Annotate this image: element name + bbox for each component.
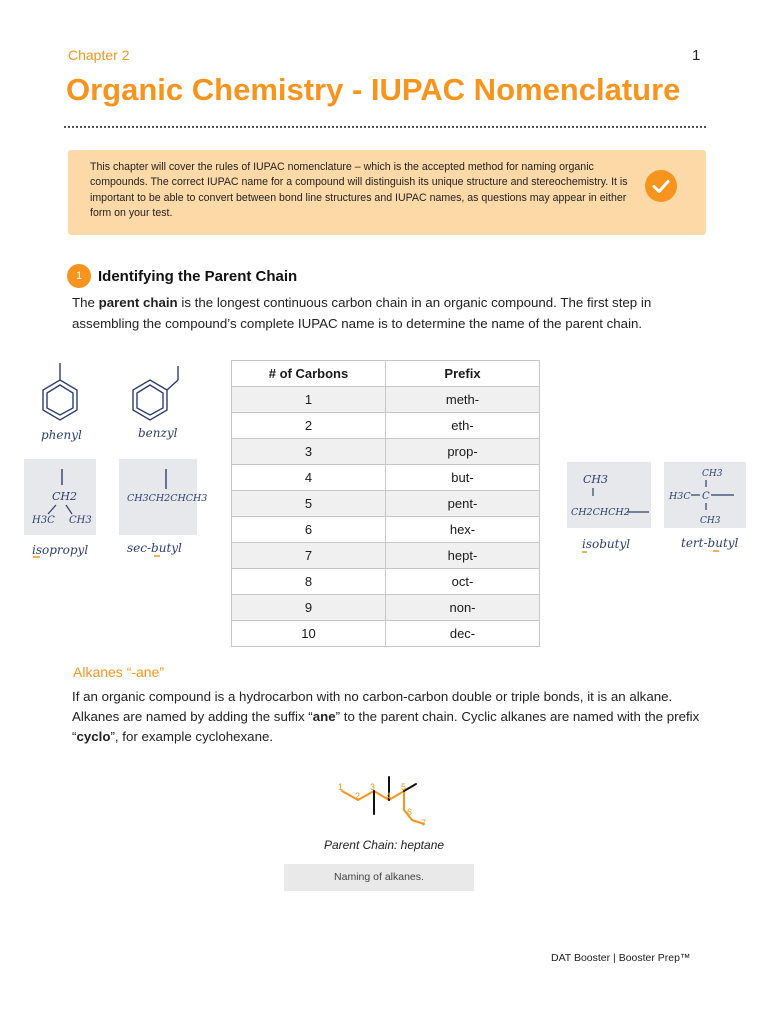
isobutyl-ch3: CH3	[583, 473, 609, 486]
tert-butyl-box	[664, 462, 746, 528]
phenyl-label: phenyl	[41, 428, 82, 442]
carbon-count: 7	[232, 543, 386, 569]
ane-term: ane	[312, 709, 336, 724]
sec-butyl-box	[119, 459, 208, 535]
phenyl-benzyl-labels	[35, 424, 195, 446]
sec-butyl-formula: CH3CH2CHCH3	[127, 493, 208, 504]
prefix-table	[231, 360, 540, 647]
figure-caption: Naming of alkanes.	[284, 864, 474, 891]
table-row	[232, 543, 540, 569]
prefix-value: prop-	[386, 439, 540, 465]
isopropyl-ch2: CH2	[52, 490, 78, 503]
header-prefix: Prefix	[386, 361, 540, 387]
page-number: 1	[692, 47, 701, 64]
prefix-value: but-	[386, 465, 540, 491]
isobutyl-tertbutyl-labels	[576, 534, 756, 556]
table-row	[232, 517, 540, 543]
page-title: Organic Chemistry - IUPAC Nomenclature	[66, 72, 681, 107]
tert-butyl-ch3-top: CH3	[702, 469, 723, 479]
prefix-value: dec-	[386, 621, 540, 647]
carbon-count: 3	[232, 439, 386, 465]
alkanes-subheading: Alkanes “-ane”	[73, 664, 165, 680]
prefix-value: eth-	[386, 413, 540, 439]
carbon-count: 1	[232, 387, 386, 413]
chain-number: 5	[401, 782, 407, 792]
table-row	[232, 595, 540, 621]
prefix-value: hept-	[386, 543, 540, 569]
isopropyl-secbutyl-labels	[30, 540, 200, 562]
benzyl-structure	[133, 366, 178, 420]
tert-butyl-c: C	[702, 491, 710, 502]
phenyl-structure	[43, 363, 77, 420]
heptane-caption: Parent Chain: heptane	[323, 838, 445, 852]
table-row	[232, 439, 540, 465]
table-header-row	[232, 361, 540, 387]
table-row	[232, 413, 540, 439]
sec-butyl-label: sec-butyl	[127, 541, 182, 555]
section-title: Identifying the Parent Chain	[98, 268, 298, 285]
carbon-count: 10	[232, 621, 386, 647]
prefix-value: oct-	[386, 569, 540, 595]
tert-butyl-label: tert-butyl	[681, 536, 739, 550]
chain-number: 2	[355, 791, 361, 801]
benzyl-label: benzyl	[138, 426, 178, 440]
carbon-count: 6	[232, 517, 386, 543]
isobutyl-label: isobutyl	[582, 537, 631, 551]
chain-number: 7	[421, 818, 427, 828]
isopropyl-label: isopropyl	[32, 543, 89, 557]
carbon-count: 9	[232, 595, 386, 621]
table-row	[232, 387, 540, 413]
cyclo-term: cyclo	[76, 729, 111, 744]
tert-butyl-ch3-bottom: CH3	[700, 516, 721, 526]
isopropyl-h3c: H3C	[32, 515, 55, 526]
carbon-count: 2	[232, 413, 386, 439]
intro-text: This chapter will cover the rules of IUPAC nomenclature – which is the accepted method for naming organic compounds. The correct IUPAC name for a compound will distinguish its unique structure and stereochemistry. It is important to be able to convert between bond line structures and IUPAC names, as questions may appear in either form on your test.	[90, 161, 628, 219]
chain-number: 6	[407, 807, 413, 817]
intro-callout	[68, 150, 706, 235]
table-row	[232, 491, 540, 517]
chain-number: 1	[338, 782, 344, 792]
section-number-badge: 1	[67, 264, 91, 288]
carbon-count: 4	[232, 465, 386, 491]
table-row	[232, 569, 540, 595]
isopropyl-box	[24, 459, 96, 535]
header-carbons: # of Carbons	[232, 361, 386, 387]
table-row	[232, 621, 540, 647]
isopropyl-ch3: CH3	[69, 515, 92, 526]
isobutyl-box	[567, 462, 651, 528]
heptane-structure	[330, 762, 450, 832]
alkanes-paragraph: If an organic compound is a hydrocarbon with no carbon-carbon double or triple bonds, it is an alkane. Alkanes are named by adding the suffix “ane” to the parent chain. Cyclic alkanes are named with the prefix “cyclo”, for example cyclohexane.	[72, 689, 700, 744]
prefix-value: non-	[386, 595, 540, 621]
carbon-count: 5	[232, 491, 386, 517]
chain-number: 4	[386, 791, 392, 801]
chain-number: 3	[370, 782, 376, 792]
parent-chain-paragraph: The parent chain is the longest continuous carbon chain in an organic compound. The first step in assembling the compound’s complete IUPAC name is to determine the name of the parent chain.	[72, 295, 652, 331]
footer-branding: DAT Booster | Booster Prep™	[551, 952, 691, 964]
prefix-value: pent-	[386, 491, 540, 517]
tert-butyl-h3c: H3C	[669, 491, 691, 502]
carbon-count: 8	[232, 569, 386, 595]
prefix-value: meth-	[386, 387, 540, 413]
chapter-label: Chapter 2	[68, 47, 130, 63]
isobutyl-chain: CH2CHCH2	[571, 507, 630, 518]
parent-chain-term: parent chain	[98, 295, 178, 310]
dotted-divider	[64, 126, 706, 128]
table-row	[232, 465, 540, 491]
check-circle-icon	[645, 170, 677, 202]
prefix-value: hex-	[386, 517, 540, 543]
